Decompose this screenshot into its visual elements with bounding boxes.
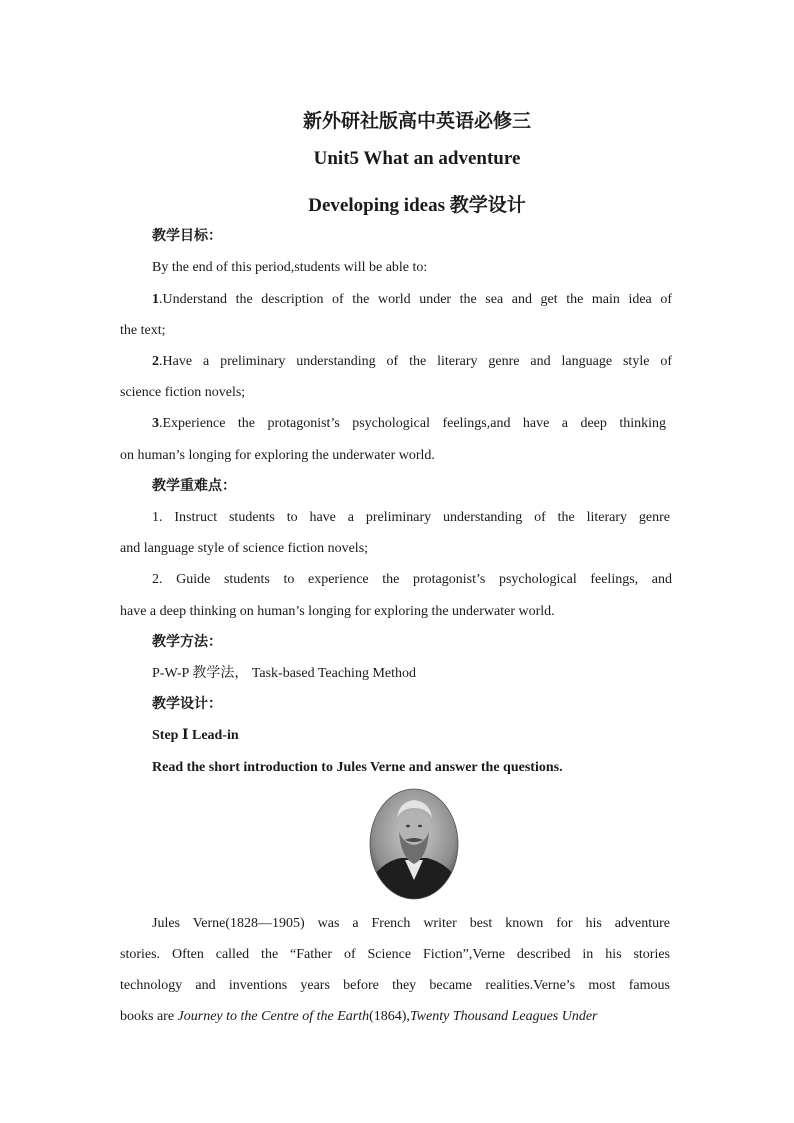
document-title: 新外研社版高中英语必修三 (302, 111, 531, 132)
methods-text: P-W-P 教学法， Task-based Teaching Method (152, 666, 416, 681)
key-point-1-line-2: and language style of science fiction novels; (120, 541, 369, 556)
step-1-heading: Step Ⅰ Lead-in (152, 728, 239, 743)
intro-line-2: stories. Often called the “Father of Science Fiction”,Verne described in his stories (120, 947, 670, 962)
objective-1-line-1 (152, 291, 672, 309)
objective-2-text: .Have a preliminary understanding of the literary genre and language style of (159, 354, 672, 369)
objectives-heading: 教学目标： (152, 229, 222, 244)
objective-3-line-1 (152, 415, 666, 433)
objective-3-line-2: on human’s longing for exploring the underwater world. (120, 448, 435, 463)
lesson-title: Developing ideas 教学设计 (308, 195, 526, 216)
intro-line-4-year: (1864), (369, 1009, 410, 1024)
book-title-twenty-thousand: Twenty Thousand Leagues Under (409, 1009, 598, 1024)
intro-line-3: technology and inventions years before they became realities.Verne’s most famous (120, 978, 670, 993)
objective-3-text: .Experience the protagonist’s psychological feelings,and have a deep thinking (159, 416, 666, 431)
objective-3-number: 3 (152, 416, 159, 431)
key-point-1-line-1: 1. Instruct students to have a preliminary understanding of the literary genre (152, 510, 670, 525)
methods-heading: 教学方法： (152, 635, 222, 650)
lead-in-instruction: Read the short introduction to Jules Verne and answer the questions. (152, 760, 563, 775)
intro-line-4-start: books are (120, 1009, 178, 1024)
objective-2-number: 2 (152, 354, 159, 369)
design-heading: 教学设计： (152, 697, 222, 712)
objective-1-number: 1 (152, 292, 159, 307)
key-point-2-line-1: 2. Guide students to experience the protagonist’s psychological feelings, and (152, 572, 672, 587)
key-points-heading: 教学重难点： (152, 479, 236, 494)
objective-2-line-2: science fiction novels; (120, 385, 246, 400)
book-title-journey: Journey to the Centre of the Earth (177, 1009, 370, 1024)
jules-verne-portrait (369, 788, 459, 900)
intro-line-1: Jules Verne(1828—1905) was a French writer best known for his adventure (152, 916, 670, 931)
objectives-intro: By the end of this period,students will be able to: (152, 260, 428, 275)
intro-line-4 (120, 1008, 598, 1026)
objective-1-line-2: the text; (120, 323, 166, 338)
objective-1-text: .Understand the description of the world under the sea and get the main idea of (159, 292, 672, 307)
unit-title: Unit5 What an adventure (313, 148, 521, 169)
key-point-2-line-2: have a deep thinking on human’s longing for exploring the underwater world. (120, 604, 555, 619)
objective-2-line-1 (152, 353, 672, 371)
